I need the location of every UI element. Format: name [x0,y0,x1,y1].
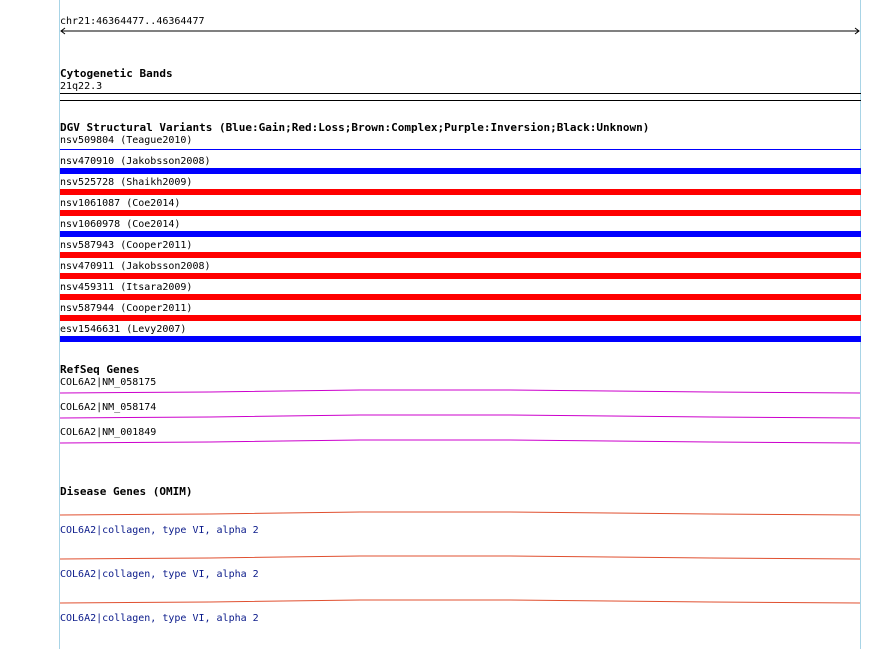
dgv-variant-label[interactable]: nsv525728 (Shaikh2009) [60,177,193,188]
cytoband-label: 21q22.3 [60,81,103,92]
dgv-variant-label[interactable]: nsv587944 (Cooper2011) [60,303,193,314]
omim-gene-line[interactable] [60,600,860,603]
dgv-variant-label[interactable]: nsv470911 (Jakobsson2008) [60,261,211,272]
dgv-variant-label[interactable]: nsv459311 (Itsara2009) [60,282,193,293]
refseq-gene-label[interactable]: COL6A2|NM_058175 [60,377,157,388]
omim-track-title: Disease Genes (OMIM) [60,485,193,498]
dgv-variant-label[interactable]: esv1546631 (Levy2007) [60,324,187,335]
dgv-variant-label[interactable]: nsv1061087 (Coe2014) [60,198,181,209]
dgv-variant-label[interactable]: nsv470910 (Jakobsson2008) [60,156,211,167]
dgv-variant-label[interactable]: nsv1060978 (Coe2014) [60,219,181,230]
location-label: chr21:46364477..46364477 [60,16,205,27]
omim-gene-line[interactable] [60,512,860,515]
omim-gene-line[interactable] [60,556,860,559]
refseq-gene-label[interactable]: COL6A2|NM_058174 [60,402,157,413]
cytoband-track-title: Cytogenetic Bands [60,67,173,80]
refseq-track-title: RefSeq Genes [60,363,140,376]
dgv-variant-label[interactable]: nsv587943 (Cooper2011) [60,240,193,251]
omim-gene-label[interactable]: COL6A2|collagen, type VI, alpha 2 [60,569,259,580]
dgv-variant-label[interactable]: nsv509804 (Teague2010) [60,135,193,146]
dgv-track-title: DGV Structural Variants (Blue:Gain;Red:Loss;Brown:Complex;Purple:Inversion;Black:Unknown) [60,121,650,134]
omim-gene-label[interactable]: COL6A2|collagen, type VI, alpha 2 [60,613,259,624]
omim-gene-label[interactable]: COL6A2|collagen, type VI, alpha 2 [60,525,259,536]
refseq-gene-label[interactable]: COL6A2|NM_001849 [60,427,157,438]
